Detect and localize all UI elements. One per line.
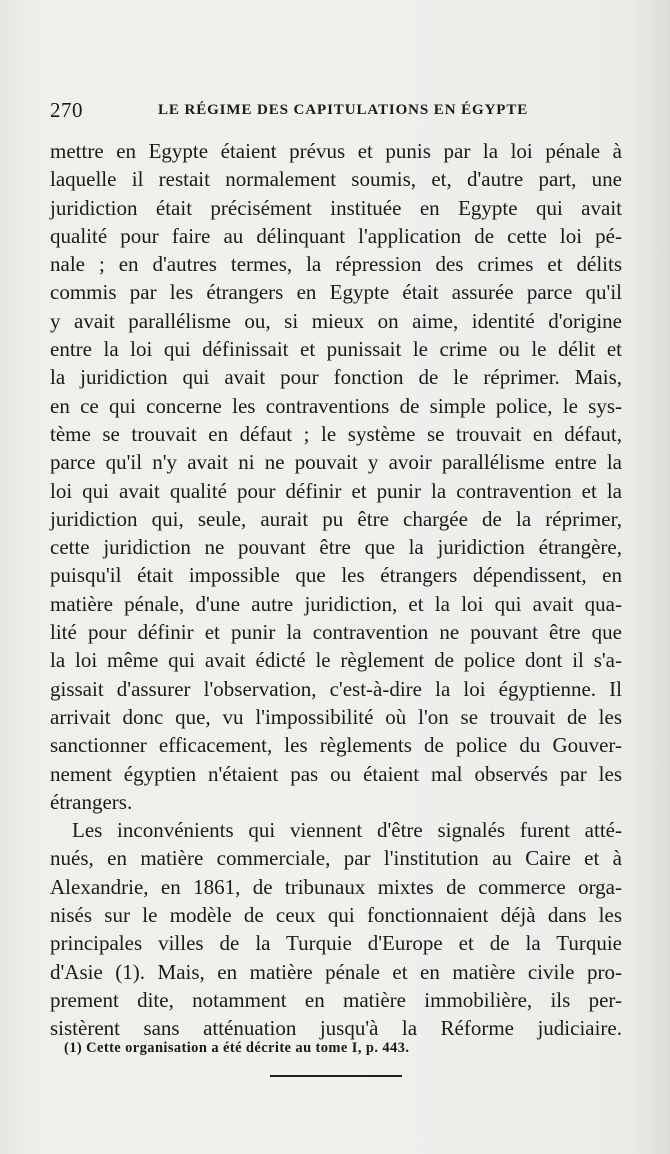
body-text: [50, 137, 622, 1043]
text-line: en ce qui concerne les contraventions de simple police, le sys-: [50, 393, 622, 418]
text-line: qualité pour faire au délinquant l'application de cette loi pé-: [50, 223, 622, 248]
page-header: [50, 98, 620, 122]
text-line: la loi même qui avait édicté le règlement de police dont il s'a-: [50, 648, 622, 673]
footnote-rule: [270, 1075, 402, 1077]
text-line: lité pour définir et punir la contravention ne pouvant être que: [50, 620, 622, 645]
text-line: laquelle il restait normalement soumis, et, d'autre part, une: [50, 167, 622, 192]
text-line: prement dite, notamment en matière immobilière, ils per-: [50, 987, 622, 1012]
text-line: commis par les étrangers en Egypte était assurée parce qu'il: [50, 280, 622, 305]
text-line: puisqu'il était impossible que les étrangers dépendissent, en: [50, 563, 622, 588]
page-number: 270: [50, 98, 83, 122]
text-line: y avait parallélisme ou, si mieux on aime, identité d'origine: [50, 308, 622, 333]
text-line: matière pénale, d'une autre juridiction, et la loi qui avait qua-: [50, 591, 622, 616]
text-line: principales villes de la Turquie d'Europe et de la Turquie: [50, 931, 622, 956]
text-line: mettre en Egypte étaient prévus et punis par la loi pénale à: [50, 139, 622, 163]
paragraph-start-line: Les inconvénients qui viennent d'être signalés furent atté-: [72, 818, 622, 843]
text-line: nués, en matière commerciale, par l'institution au Caire et à: [50, 846, 622, 871]
text-line: la juridiction qui avait pour fonction de le réprimer. Mais,: [50, 365, 622, 390]
text-line: arrivait donc que, vu l'impossibilité où l'on se trouvait de les: [50, 704, 622, 729]
text-line: tème se trouvait en défaut ; le système se trouvait en défaut,: [50, 421, 622, 446]
text-line: sistèrent sans atténuation jusqu'à la Réforme judiciaire.: [50, 1016, 622, 1041]
text-line: loi qui avait qualité pour définir et punir la contravention et la: [50, 478, 622, 503]
running-head: LE RÉGIME DES CAPITULATIONS EN ÉGYPTE: [158, 102, 529, 118]
text-line: nement égyptien n'étaient pas ou étaient mal observés par les: [50, 761, 622, 786]
text-line: d'Asie (1). Mais, en matière pénale et en matière civile pro-: [50, 959, 622, 984]
text-line: juridiction était précisément instituée en Egypte qui avait: [50, 195, 622, 220]
text-line: cette juridiction ne pouvant être que la juridiction étrangère,: [50, 535, 622, 560]
text-line: entre la loi qui définissait et punissait le crime ou le délit et: [50, 337, 622, 362]
text-line: sanctionner efficacement, les règlements de police du Gouver-: [50, 733, 622, 758]
text-line: gissait d'assurer l'observation, c'est-à-dire la loi égyptienne. Il: [50, 676, 622, 701]
paragraph-end-line: étrangers.: [50, 789, 133, 814]
text-line: parce qu'il n'y avait ni ne pouvait y avoir parallélisme entre la: [50, 450, 622, 475]
text-line: nale ; en d'autres termes, la répression des crimes et délits: [50, 252, 622, 277]
text-line: Alexandrie, en 1861, de tribunaux mixtes de commerce orga-: [50, 874, 622, 899]
text-line: nisés sur le modèle de ceux qui fonctionnaient déjà dans les: [50, 903, 622, 928]
footnote: (1) Cette organisation a été décrite au tome I, p. 443.: [64, 1040, 410, 1056]
text-line: juridiction qui, seule, aurait pu être chargée de la réprimer,: [50, 506, 622, 531]
